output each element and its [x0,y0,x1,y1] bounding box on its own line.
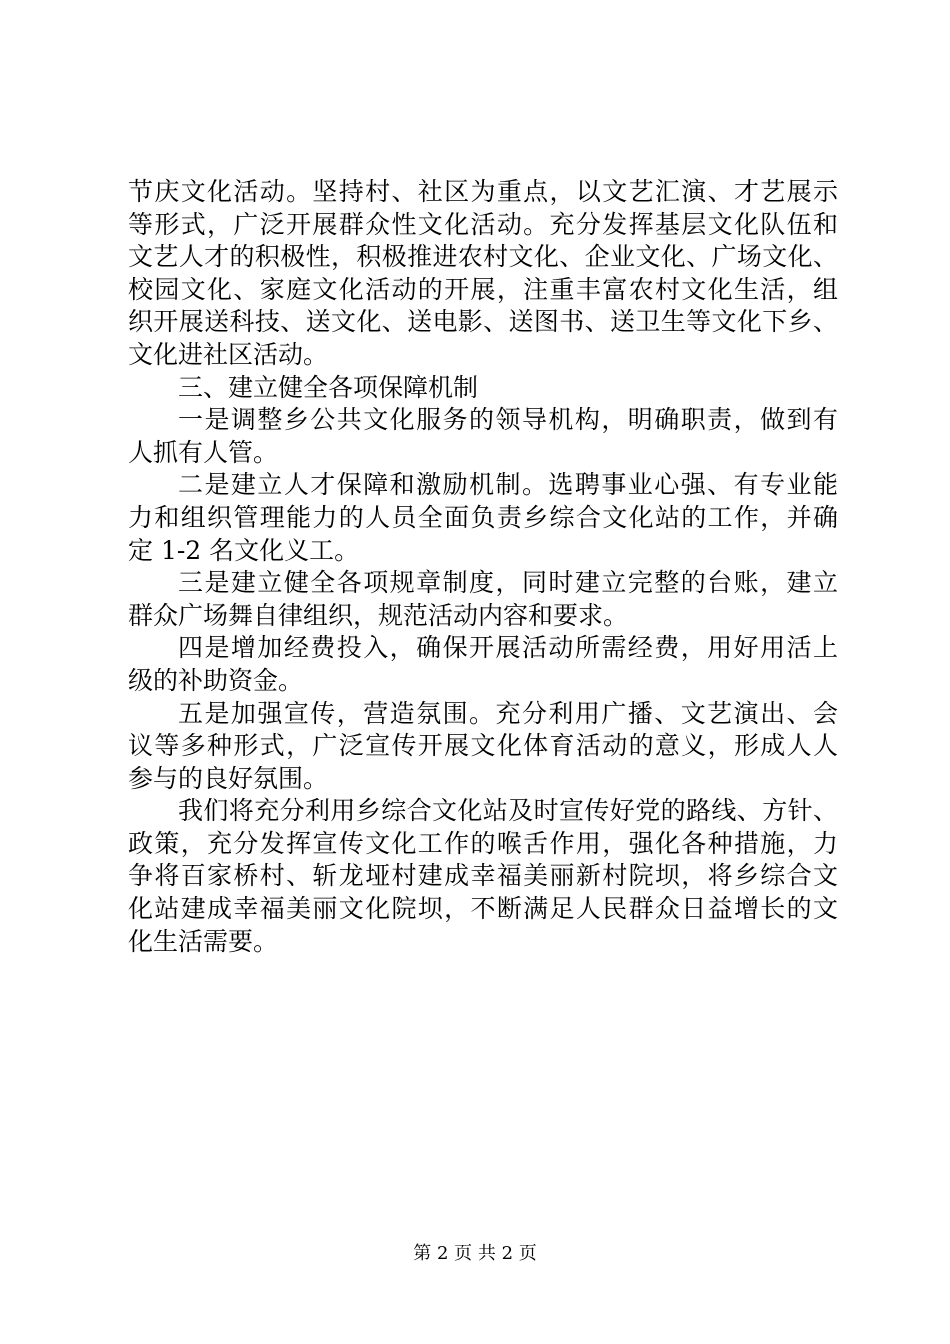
page-footer: 第 2 页 共 2 页 [413,1243,537,1264]
text-line: 三是建立健全各项规章制度，同时建立完整的台账，建立 [178,568,838,598]
text-line: 节庆文化活动。坚持村、社区为重点，以文艺汇演、才艺展示 [128,177,838,206]
paragraph [128,795,838,958]
paragraph [128,404,838,469]
text-line: 三、建立健全各项保障机制 [178,372,479,402]
text-line: 力和组织管理能力的人员全面负责乡综合文化站的工作，并确 [128,502,838,532]
text-line: 争将百家桥村、斩龙垭村建成幸福美丽新村院坝，将乡综合文 [128,861,838,891]
text-line: 校园文化、家庭文化活动的开展，注重丰富农村文化生活，组 [128,274,838,304]
text-line: 参与的良好氛围。 [128,763,329,793]
text-line: 化生活需要。 [128,926,279,956]
text-line: 政策，充分发挥宣传文化工作的喉舌作用，强化各种措施，力 [128,828,838,858]
text-line: 织开展送科技、送文化、送电影、送图书、送卫生等文化下乡、 [128,307,838,337]
text-line: 我们将充分利用乡综合文化站及时宣传好党的路线、方针、 [178,796,838,826]
text-line: 群众广场舞自律组织，规范活动内容和要求。 [128,600,629,630]
paragraph [128,632,838,697]
text-line: 等形式，广泛开展群众性文化活动。充分发挥基层文化队伍和 [128,209,838,239]
text-line: 级的补助资金。 [128,665,304,695]
document-body [128,176,838,958]
paragraph [128,176,838,372]
text-line: 化站建成幸福美丽文化院坝，不断满足人民群众日益增长的文 [128,894,838,924]
text-line: 四是增加经费投入，确保开展活动所需经费，用好用活上 [178,633,838,663]
paragraph [128,698,838,796]
text-line: 定 1-2 名文化义工。 [128,535,360,565]
text-line: 议等多种形式，广泛宣传开展文化体育活动的意义，形成人人 [128,731,838,761]
text-line: 二是建立人才保障和激励机制。选聘事业心强、有专业能 [178,470,838,500]
paragraph [128,372,838,405]
text-line: 文化进社区活动。 [128,339,329,369]
text-line: 五是加强宣传，营造氛围。充分利用广播、文艺演出、会 [178,698,838,728]
text-line: 文艺人才的积极性，积极推进农村文化、企业文化、广场文化、 [128,242,838,272]
paragraph [128,567,838,632]
paragraph [128,469,838,567]
text-line: 人抓有人管。 [128,437,279,467]
text-line: 一是调整乡公共文化服务的领导机构，明确职责，做到有 [178,405,838,435]
